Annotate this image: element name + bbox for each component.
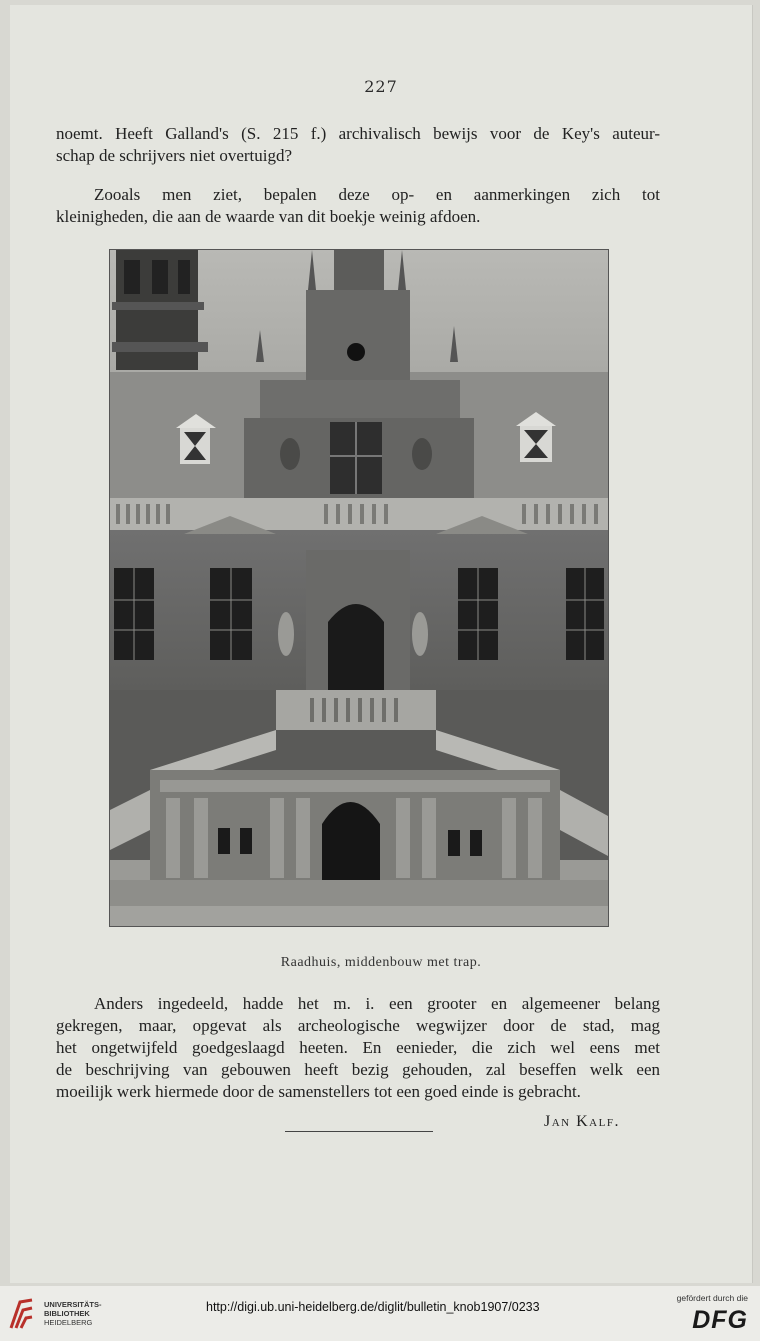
library-name-line: BIBLIOTHEK <box>44 1309 90 1318</box>
text-line: gekregen, maar, opgevat als archeologische wegwijzer door de stad, mag <box>56 1016 660 1035</box>
page-url-link[interactable]: http://digi.ub.uni-heidelberg.de/diglit/bulletin_knob1907/0233 <box>206 1300 540 1314</box>
text-line: Zooals men ziet, bepalen deze op- en aanmerkingen zich tot <box>94 185 660 204</box>
paragraph-1 <box>56 123 660 167</box>
text-line: het ongetwijfeld goedgeslaagd heeten. En eenieder, die zich wel eens met <box>56 1038 660 1057</box>
paragraph-3 <box>56 993 660 1103</box>
photo-caption: Raadhuis, middenbouw met trap. <box>280 955 482 970</box>
page-number: 227 <box>364 77 398 96</box>
scanned-page <box>10 5 753 1283</box>
dfg-logo: DFG <box>692 1306 748 1334</box>
author-signature: Jan Kalf. <box>544 1113 620 1130</box>
digitization-footer <box>0 1286 760 1341</box>
library-name-line: HEIDELBERG <box>44 1318 93 1327</box>
text-line: de beschrijving van gebouwen heeft bezig gehouden, zal beseffen welk een <box>56 1060 660 1079</box>
town-hall-photograph <box>109 249 609 927</box>
text-line: moeilijk werk hiermede door de samenstellers tot een goed einde is gebracht. <box>56 1082 581 1101</box>
library-name-line: UNIVERSITÄTS- <box>44 1300 102 1309</box>
text-line: noemt. Heeft Galland's (S. 215 f.) archivalisch bewijs voor de Key's auteur- <box>56 124 660 143</box>
paragraph-2 <box>56 184 660 228</box>
town-hall-facade-image <box>110 250 608 926</box>
text-line: Anders ingedeeld, hadde het m. i. een grooter en algemeener belang <box>94 994 660 1013</box>
section-divider <box>285 1131 433 1132</box>
text-line: schap de schrijvers niet overtuigd? <box>56 146 293 165</box>
university-library-logo-icon <box>8 1296 36 1330</box>
sponsor-note: gefördert durch die <box>676 1293 748 1303</box>
text-line: kleinigheden, die aan de waarde van dit boekje weinig afdoen. <box>56 207 481 226</box>
library-name <box>44 1300 102 1327</box>
